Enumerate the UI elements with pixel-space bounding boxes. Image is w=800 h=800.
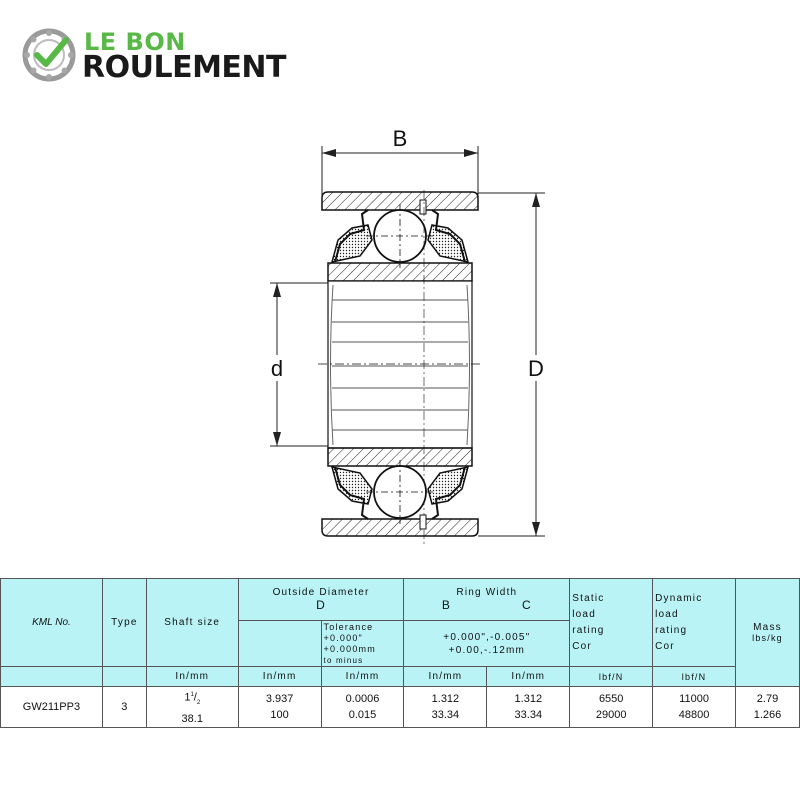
logo-line-1: LE BON — [84, 28, 186, 56]
unit-static: lbf/N — [570, 667, 653, 687]
tolerance-title: Tolerance — [323, 621, 374, 632]
dynamic-l4: Cor — [655, 640, 675, 652]
ring-width-c: C — [521, 598, 532, 612]
header-static-load — [570, 579, 653, 667]
unit-c: In/mm — [487, 667, 570, 687]
cell-shaft — [146, 687, 238, 728]
header-ring-width — [404, 579, 570, 621]
tol-in: 0.0006 — [345, 692, 380, 705]
static-l3: rating — [572, 624, 605, 636]
label-b: B — [392, 126, 408, 151]
static-lbf: 6550 — [598, 692, 624, 705]
od-in: 3.937 — [265, 692, 294, 705]
ring-width-b: B — [441, 598, 452, 612]
brand-logo — [22, 26, 302, 86]
cell-b — [404, 687, 487, 728]
cell-mass — [736, 687, 800, 728]
shaft-whole: 1 — [184, 691, 191, 704]
shaft-mm: 38.1 — [181, 712, 203, 725]
header-tolerance — [321, 621, 404, 667]
bearing-check-icon — [22, 28, 76, 82]
static-l1: Static — [572, 592, 605, 604]
shaft-den: 2 — [196, 699, 201, 706]
c-mm: 33.34 — [514, 708, 543, 721]
static-l2: load — [572, 608, 596, 620]
od-mm: 100 — [270, 708, 289, 721]
mass-kg: 1.266 — [753, 708, 782, 721]
ring-tol-l1: +0.000",-0.005" — [443, 631, 531, 643]
dynamic-l3: rating — [655, 624, 688, 636]
cell-part: GW211PP3 — [1, 687, 103, 728]
header-kml-no: KML No. — [1, 579, 103, 667]
ring-width-title: Ring Width — [456, 587, 518, 598]
cell-static — [570, 687, 653, 728]
outside-diameter-title: Outside Diameter — [272, 587, 370, 598]
header-mass — [736, 579, 800, 687]
cell-dynamic — [653, 687, 736, 728]
static-l4: Cor — [572, 640, 592, 652]
table-row — [1, 687, 800, 728]
cell-type: 3 — [102, 687, 146, 728]
shaft-fraction: $1^1/_2$ — [184, 691, 201, 706]
shaft-num: 1 — [190, 692, 194, 698]
cell-tolerance — [321, 687, 404, 728]
dynamic-n: 48800 — [678, 708, 710, 721]
header-type: Type — [102, 579, 146, 667]
unit-shaft: In/mm — [146, 667, 238, 687]
bearing-drawing — [260, 110, 560, 550]
dynamic-l1: Dynamic — [655, 592, 703, 604]
unit-dynamic: lbf/N — [653, 667, 736, 687]
header-outside-diameter — [238, 579, 404, 621]
static-n: 29000 — [595, 708, 627, 721]
b-mm: 33.34 — [431, 708, 460, 721]
cell-c — [487, 687, 570, 728]
dynamic-l2: load — [655, 608, 679, 620]
outside-diameter-symbol: D — [316, 598, 326, 612]
tol-mm: 0.015 — [348, 708, 377, 721]
header-ring-tolerance — [404, 621, 570, 667]
bore — [328, 281, 472, 448]
mass-l1: Mass — [753, 622, 782, 633]
ring-tol-l2: +0.00,-.12mm — [448, 644, 526, 656]
outer-ring-bottom — [322, 519, 478, 536]
b-in: 1.312 — [431, 692, 460, 705]
tolerance-l1: +0.000" — [323, 632, 363, 643]
c-in: 1.312 — [514, 692, 543, 705]
header-shaft-size: Shaft size — [146, 579, 238, 667]
unit-b: In/mm — [404, 667, 487, 687]
unit-tol: In/mm — [321, 667, 404, 687]
dynamic-lbf: 11000 — [679, 692, 709, 705]
cell-od — [238, 687, 321, 728]
tolerance-l3: to minus — [323, 655, 364, 665]
spec-table — [0, 578, 800, 728]
header-dynamic-load — [653, 579, 736, 667]
logo-line-2: ROULEMENT — [82, 50, 286, 85]
mass-l2: lbs/kg — [752, 633, 783, 643]
label-inner-d: d — [270, 356, 284, 381]
tolerance-l2: +0.000mm — [323, 643, 376, 654]
mass-lbs: 2.79 — [756, 692, 779, 705]
label-outer-d: D — [528, 356, 544, 381]
unit-od: In/mm — [238, 667, 321, 687]
